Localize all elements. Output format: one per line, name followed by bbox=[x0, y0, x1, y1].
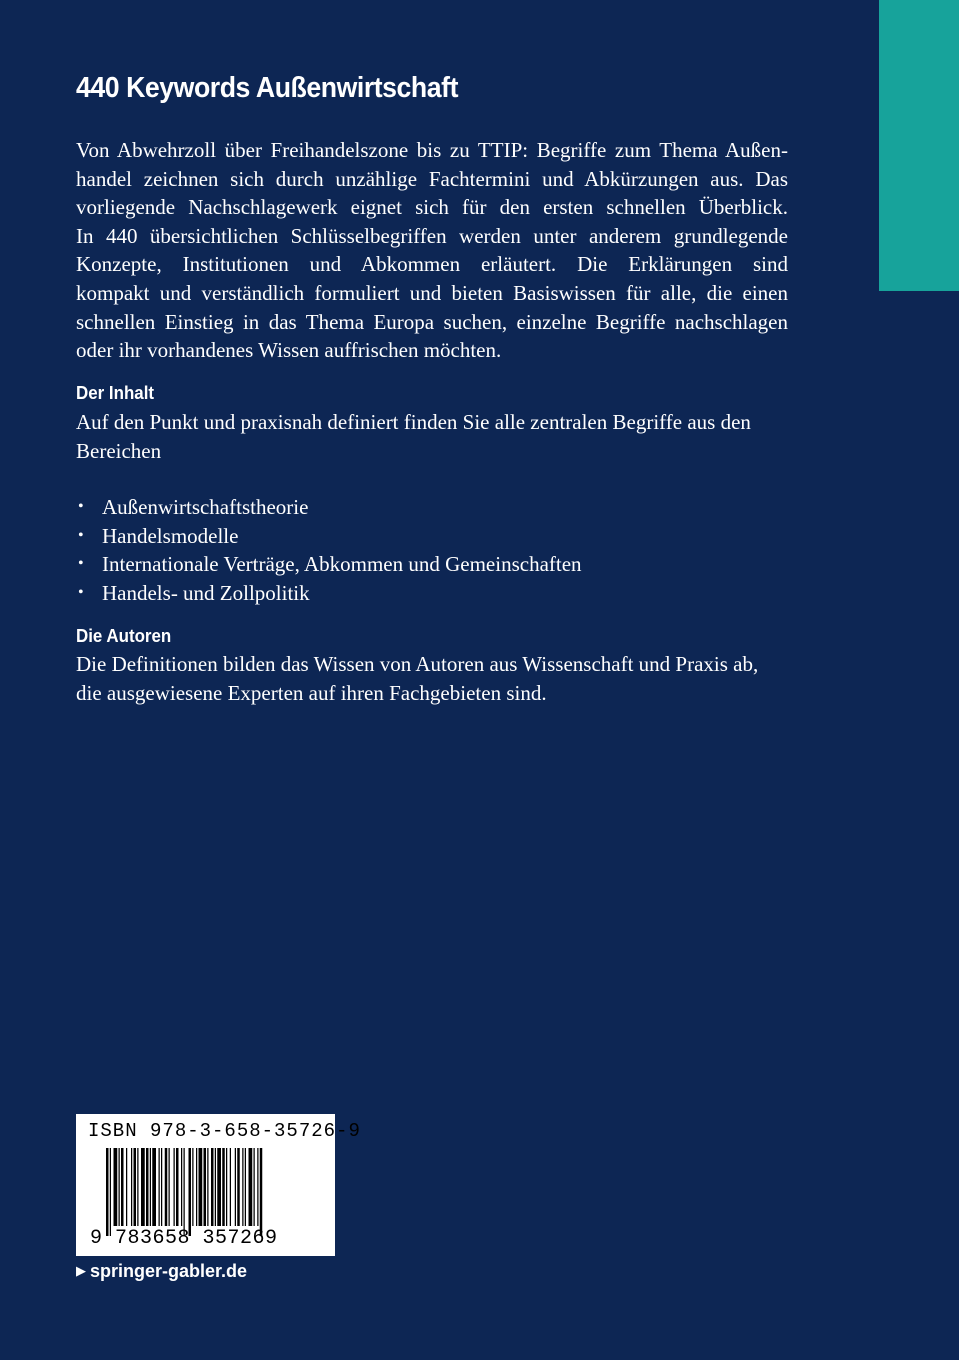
barcode-bar bbox=[257, 1148, 258, 1226]
book-title: 440 Keywords Außenwirtschaft bbox=[76, 72, 459, 104]
barcode-bar bbox=[141, 1148, 145, 1226]
barcode-bar bbox=[192, 1148, 193, 1226]
inhalt-heading: Der Inhalt bbox=[76, 383, 155, 403]
barcode-bar bbox=[169, 1148, 170, 1226]
barcode-bar bbox=[235, 1148, 236, 1226]
barcode-bar bbox=[134, 1148, 137, 1226]
intro-line: schnellen Einstieg in das Thema Europa suchen, einzelne Begriffe nachschlagen bbox=[76, 309, 788, 334]
barcode-bar bbox=[184, 1148, 185, 1236]
publisher-website[interactable] bbox=[76, 1261, 247, 1282]
list-item bbox=[76, 493, 582, 522]
autoren-text: Die Definitionen bilden das Wissen von Autoren aus Wissenschaft und Praxis ab, die ausgewiesene Experten auf ihren Fachgebieten sind. bbox=[76, 652, 759, 705]
accent-bar bbox=[879, 0, 959, 291]
list-item bbox=[76, 550, 582, 579]
autoren-heading: Die Autoren bbox=[76, 626, 172, 646]
barcode-bar bbox=[196, 1148, 197, 1226]
barcode-bar bbox=[174, 1148, 175, 1226]
barcode-bar bbox=[146, 1148, 149, 1226]
barcode-bar bbox=[207, 1148, 208, 1226]
barcode-bar bbox=[254, 1148, 255, 1226]
barcode-bar bbox=[217, 1148, 221, 1226]
barcode-bar bbox=[106, 1148, 109, 1236]
barcode-bar bbox=[176, 1148, 179, 1226]
barcode-bar bbox=[204, 1148, 207, 1226]
barcode-bar bbox=[242, 1148, 243, 1226]
list-item-label: Internationale Verträge, Abkommen und Gemeinschaften bbox=[102, 552, 582, 577]
bullet-icon: • bbox=[78, 498, 84, 515]
list-item bbox=[76, 579, 582, 608]
intro-line: kompakt und verständlich formuliert und bieten Basiswissen für alle, die einen bbox=[76, 280, 788, 305]
barcode-bar bbox=[161, 1148, 162, 1226]
intro-paragraph bbox=[76, 136, 788, 365]
list-item-label: Handels- und Zollpolitik bbox=[102, 580, 310, 605]
bullet-icon: • bbox=[78, 526, 84, 544]
intro-line: vorliegende Nachschlagewerk eignet sich für den ersten schnellen Überblick. bbox=[76, 195, 788, 220]
barcode-bar bbox=[245, 1148, 246, 1226]
barcode-bar bbox=[114, 1148, 118, 1226]
barcode-bar bbox=[226, 1148, 227, 1226]
barcode-bar bbox=[131, 1148, 132, 1226]
barcode-bar bbox=[137, 1148, 138, 1226]
website-label: springer-gabler.de bbox=[90, 1261, 248, 1281]
arrow-right-icon: ▶ bbox=[76, 1263, 86, 1278]
intro-line: Konzepte, Institutionen und Abkommen erläutert. Die Erklärungen sind bbox=[76, 252, 788, 277]
barcode-bar bbox=[199, 1148, 203, 1226]
barcode-bar bbox=[249, 1148, 253, 1226]
barcode-bar bbox=[126, 1148, 127, 1226]
barcode-bar bbox=[119, 1148, 120, 1226]
barcode-bar bbox=[152, 1148, 156, 1226]
barcode-bar bbox=[181, 1148, 182, 1226]
barcode-bar bbox=[165, 1148, 168, 1226]
isbn-barcode bbox=[76, 1114, 361, 1256]
list-item-label: Außenwirtschaftstheorie bbox=[102, 495, 309, 519]
topics-list bbox=[76, 493, 582, 607]
list-item-label: Handelsmodelle bbox=[102, 523, 239, 548]
intro-line: In 440 übersichtlichen Schlüsselbegriffen werden unter anderem grundlegende bbox=[76, 223, 788, 248]
list-item bbox=[76, 522, 582, 551]
intro-line: Von Abwehrzoll über Freihandelszone bis zu TTIP: Begriffe zum Thema Außen- bbox=[76, 138, 788, 162]
barcode-bar bbox=[215, 1148, 216, 1226]
bullet-icon: • bbox=[78, 583, 84, 601]
barcode-bar bbox=[222, 1148, 225, 1226]
barcode-bar bbox=[260, 1148, 263, 1236]
barcode-bar bbox=[237, 1148, 240, 1226]
barcode-digits: 9 783658 357269 bbox=[90, 1227, 278, 1250]
bullet-icon: • bbox=[78, 555, 84, 573]
barcode-bar bbox=[121, 1148, 124, 1226]
intro-line: oder ihr vorhandenes Wissen auffrischen möchten. bbox=[76, 338, 502, 363]
barcode-bar bbox=[150, 1148, 151, 1226]
inhalt-text: Auf den Punkt und praxisnah definiert finden Sie alle zentralen Begriffe aus den Bereichen bbox=[76, 410, 751, 463]
isbn-label: ISBN 978-3-658-35726-9 bbox=[88, 1120, 361, 1142]
barcode-bar bbox=[230, 1148, 231, 1226]
barcode-bar bbox=[159, 1148, 160, 1226]
intro-line: handel zeichnen sich durch unzählige Fachtermini und Abkürzungen aus. Das bbox=[76, 166, 788, 191]
barcode-bar bbox=[110, 1148, 111, 1236]
barcode-bar bbox=[189, 1148, 192, 1236]
barcode-bar bbox=[211, 1148, 214, 1226]
